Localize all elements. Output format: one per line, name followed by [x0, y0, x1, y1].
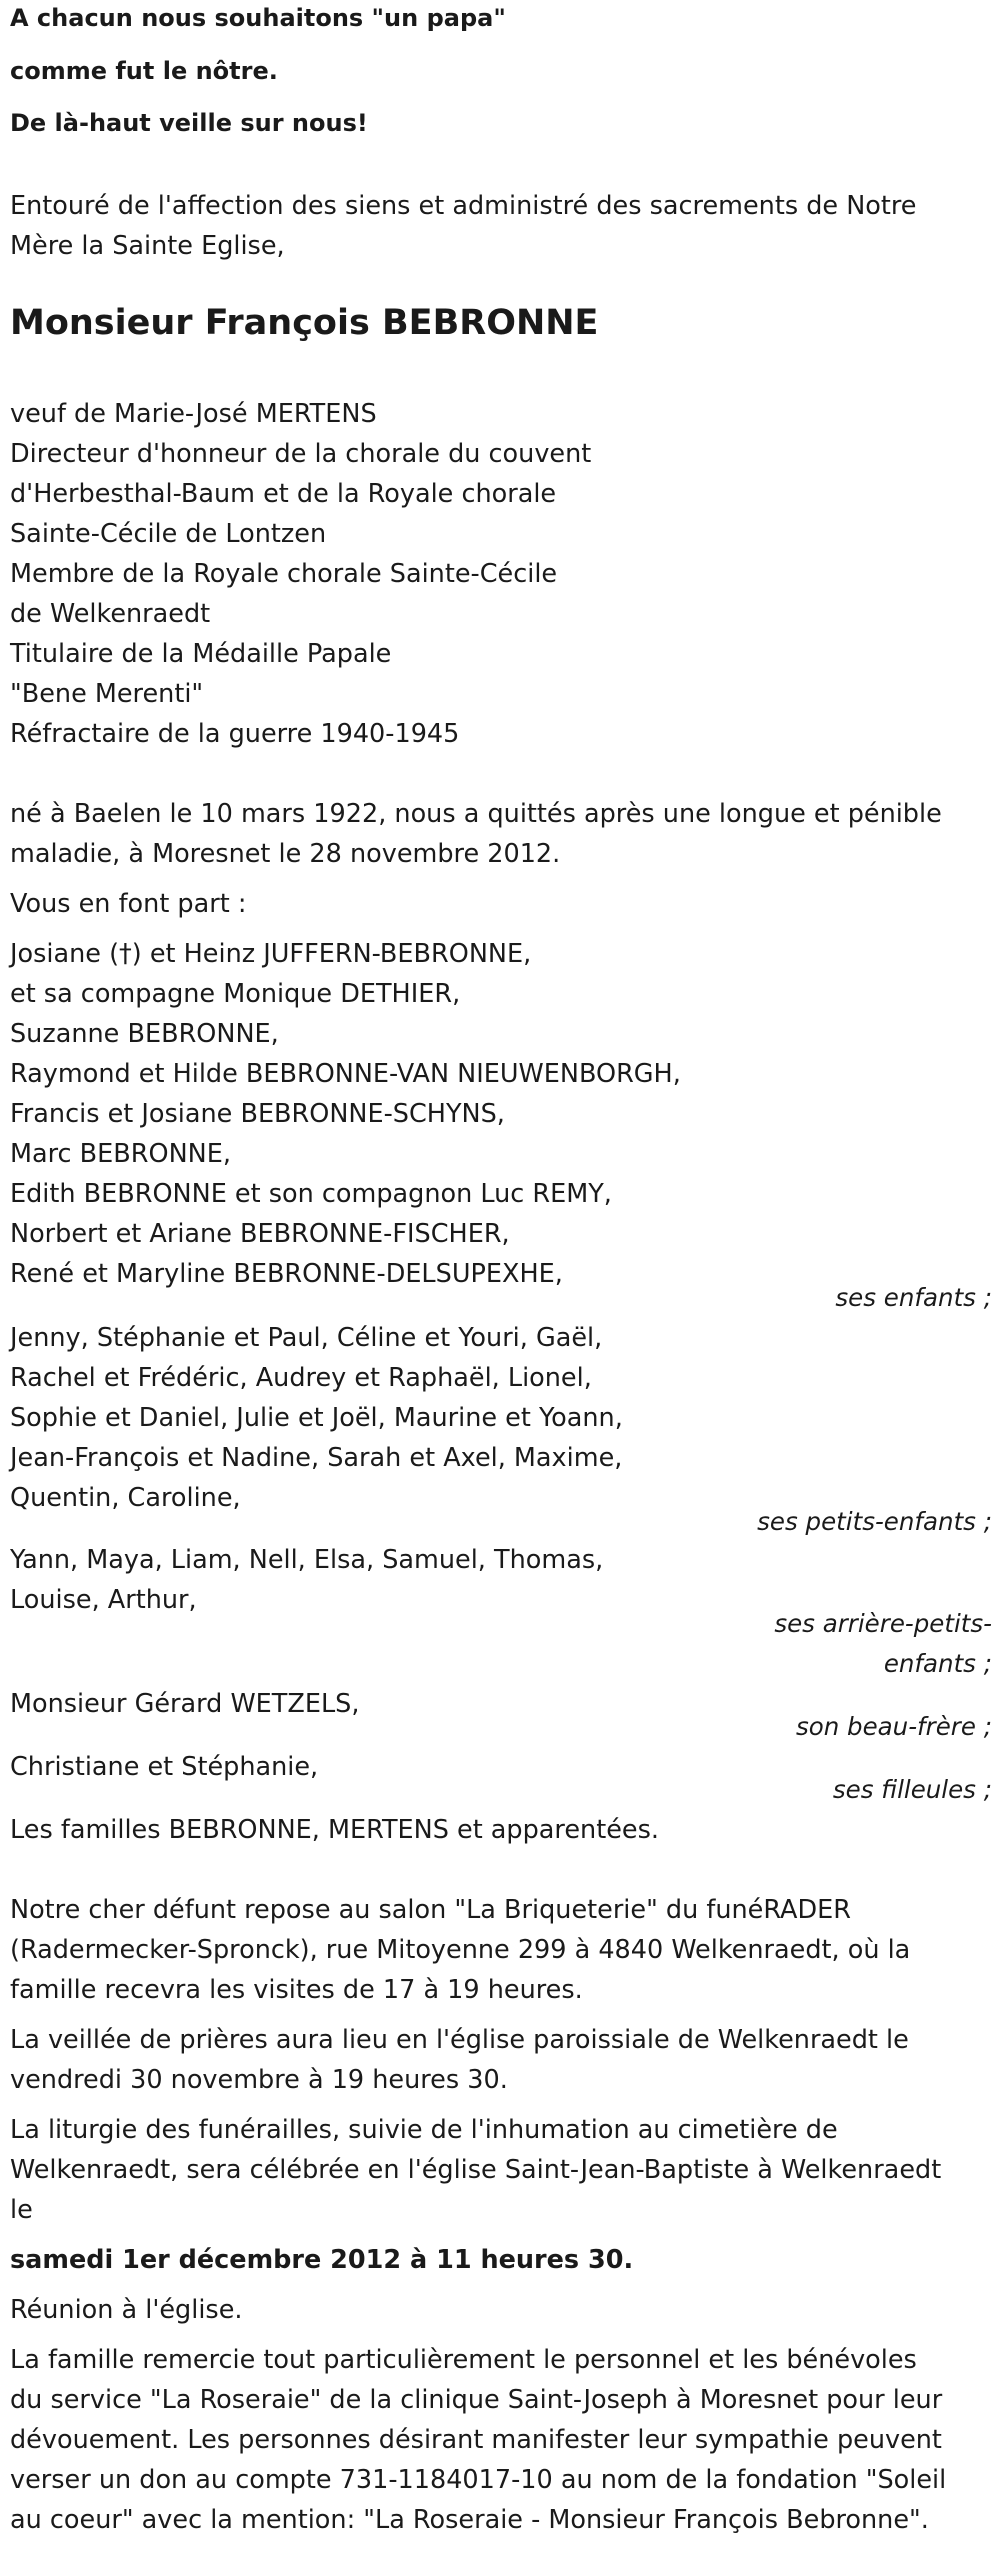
goddaughters-relation-label: ses filleules ;	[832, 1775, 992, 1804]
child-line: Raymond et Hilde BEBRONNE-VAN NIEUWENBORGH,	[10, 1059, 681, 1089]
rest-line: (Radermecker-Spronck), rue Mitoyenne 299 à 4840 Welkenraedt, où la	[10, 1935, 911, 1965]
great-grandchild-line: Louise, Arthur,	[10, 1585, 197, 1615]
title-line: Directeur d'honneur de la chorale du couvent	[10, 439, 592, 469]
grandchild-line: Jenny, Stéphanie et Paul, Céline et Youri, Gaël,	[10, 1323, 603, 1353]
intro-line: Entouré de l'affection des siens et administré des sacrements de Notre	[10, 191, 917, 221]
grandchild-line: Rachel et Frédéric, Audrey et Raphaël, Lionel,	[10, 1363, 592, 1393]
title-line: Sainte-Cécile de Lontzen	[10, 519, 327, 549]
epigraph-line: A chacun nous souhaitons "un papa"	[10, 4, 506, 32]
brother-in-law-line: Monsieur Gérard WETZELS,	[10, 1689, 360, 1719]
child-line: et sa compagne Monique DETHIER,	[10, 979, 461, 1009]
child-line: Francis et Josiane BEBRONNE-SCHYNS,	[10, 1099, 505, 1129]
children-relation-label: ses enfants ;	[835, 1283, 992, 1312]
great-grandchildren-relation-label: ses arrière-petits-	[774, 1609, 992, 1638]
rest-line: famille recevra les visites de 17 à 19 heures.	[10, 1975, 583, 2005]
liturgy-line: La liturgie des funérailles, suivie de l'inhumation au cimetière de	[10, 2115, 838, 2145]
grandchildren-relation-label: ses petits-enfants ;	[757, 1507, 992, 1536]
families-line: Les familles BEBRONNE, MERTENS et apparentées.	[10, 1815, 659, 1845]
grandchild-line: Quentin, Caroline,	[10, 1483, 241, 1513]
grandchild-line: Sophie et Daniel, Julie et Joël, Maurine et Yoann,	[10, 1403, 623, 1433]
child-line: René et Maryline BEBRONNE-DELSUPEXHE,	[10, 1259, 563, 1289]
great-grandchild-line: Yann, Maya, Liam, Nell, Elsa, Samuel, Thomas,	[10, 1545, 604, 1575]
thanks-line: du service "La Roseraie" de la clinique Saint-Joseph à Moresnet pour leur	[10, 2385, 943, 2415]
liturgy-line: Welkenraedt, sera célébrée en l'église Saint-Jean-Baptiste à Welkenraedt	[10, 2155, 942, 2185]
child-line: Norbert et Ariane BEBRONNE-FISCHER,	[10, 1219, 510, 1249]
rest-line: Notre cher défunt repose au salon "La Briqueterie" du funéRADER	[10, 1895, 851, 1925]
child-line: Suzanne BEBRONNE,	[10, 1019, 279, 1049]
thanks-line: dévouement. Les personnes désirant manifester leur sympathie peuvent	[10, 2425, 942, 2455]
announce-line: Vous en font part :	[10, 889, 247, 919]
thanks-line: au coeur" avec la mention: "La Roseraie - Monsieur François Bebronne".	[10, 2505, 929, 2535]
funeral-date: samedi 1er décembre 2012 à 11 heures 30.	[10, 2245, 634, 2275]
child-line: Edith BEBRONNE et son compagnon Luc REMY,	[10, 1179, 612, 1209]
birth-death-line: né à Baelen le 10 mars 1922, nous a quittés après une longue et pénible	[10, 799, 942, 829]
brother-in-law-relation-label: son beau-frère ;	[795, 1712, 992, 1741]
thanks-line: verser un don au compte 731-1184017-10 au nom de la fondation "Soleil	[10, 2465, 947, 2495]
thanks-line: La famille remercie tout particulièrement le personnel et les bénévoles	[10, 2345, 917, 2375]
title-line: veuf de Marie-José MERTENS	[10, 399, 377, 429]
title-line: d'Herbesthal-Baum et de la Royale chorale	[10, 479, 557, 509]
liturgy-line: le	[10, 2195, 33, 2225]
title-line: Réfractaire de la guerre 1940-1945	[10, 719, 460, 749]
epigraph-line: De là-haut veille sur nous!	[10, 109, 368, 137]
vigil-line: La veillée de prières aura lieu en l'église paroissiale de Welkenraedt le	[10, 2025, 909, 2055]
deceased-name: Monsieur François BEBRONNE	[10, 303, 599, 343]
title-line: de Welkenraedt	[10, 599, 211, 629]
title-line: Titulaire de la Médaille Papale	[10, 639, 392, 669]
grandchild-line: Jean-François et Nadine, Sarah et Axel, Maxime,	[10, 1443, 623, 1473]
birth-death-line: maladie, à Moresnet le 28 novembre 2012.	[10, 839, 561, 869]
epigraph-line: comme fut le nôtre.	[10, 57, 278, 85]
title-line: Membre de la Royale chorale Sainte-Cécile	[10, 559, 558, 589]
great-grandchildren-relation-label: enfants ;	[883, 1649, 992, 1678]
vigil-line: vendredi 30 novembre à 19 heures 30.	[10, 2065, 508, 2095]
child-line: Josiane (†) et Heinz JUFFERN-BEBRONNE,	[10, 939, 532, 969]
child-line: Marc BEBRONNE,	[10, 1139, 231, 1169]
goddaughters-line: Christiane et Stéphanie,	[10, 1752, 319, 1782]
title-line: "Bene Merenti"	[10, 679, 204, 709]
intro-line: Mère la Sainte Eglise,	[10, 231, 285, 261]
meeting-line: Réunion à l'église.	[10, 2295, 243, 2325]
